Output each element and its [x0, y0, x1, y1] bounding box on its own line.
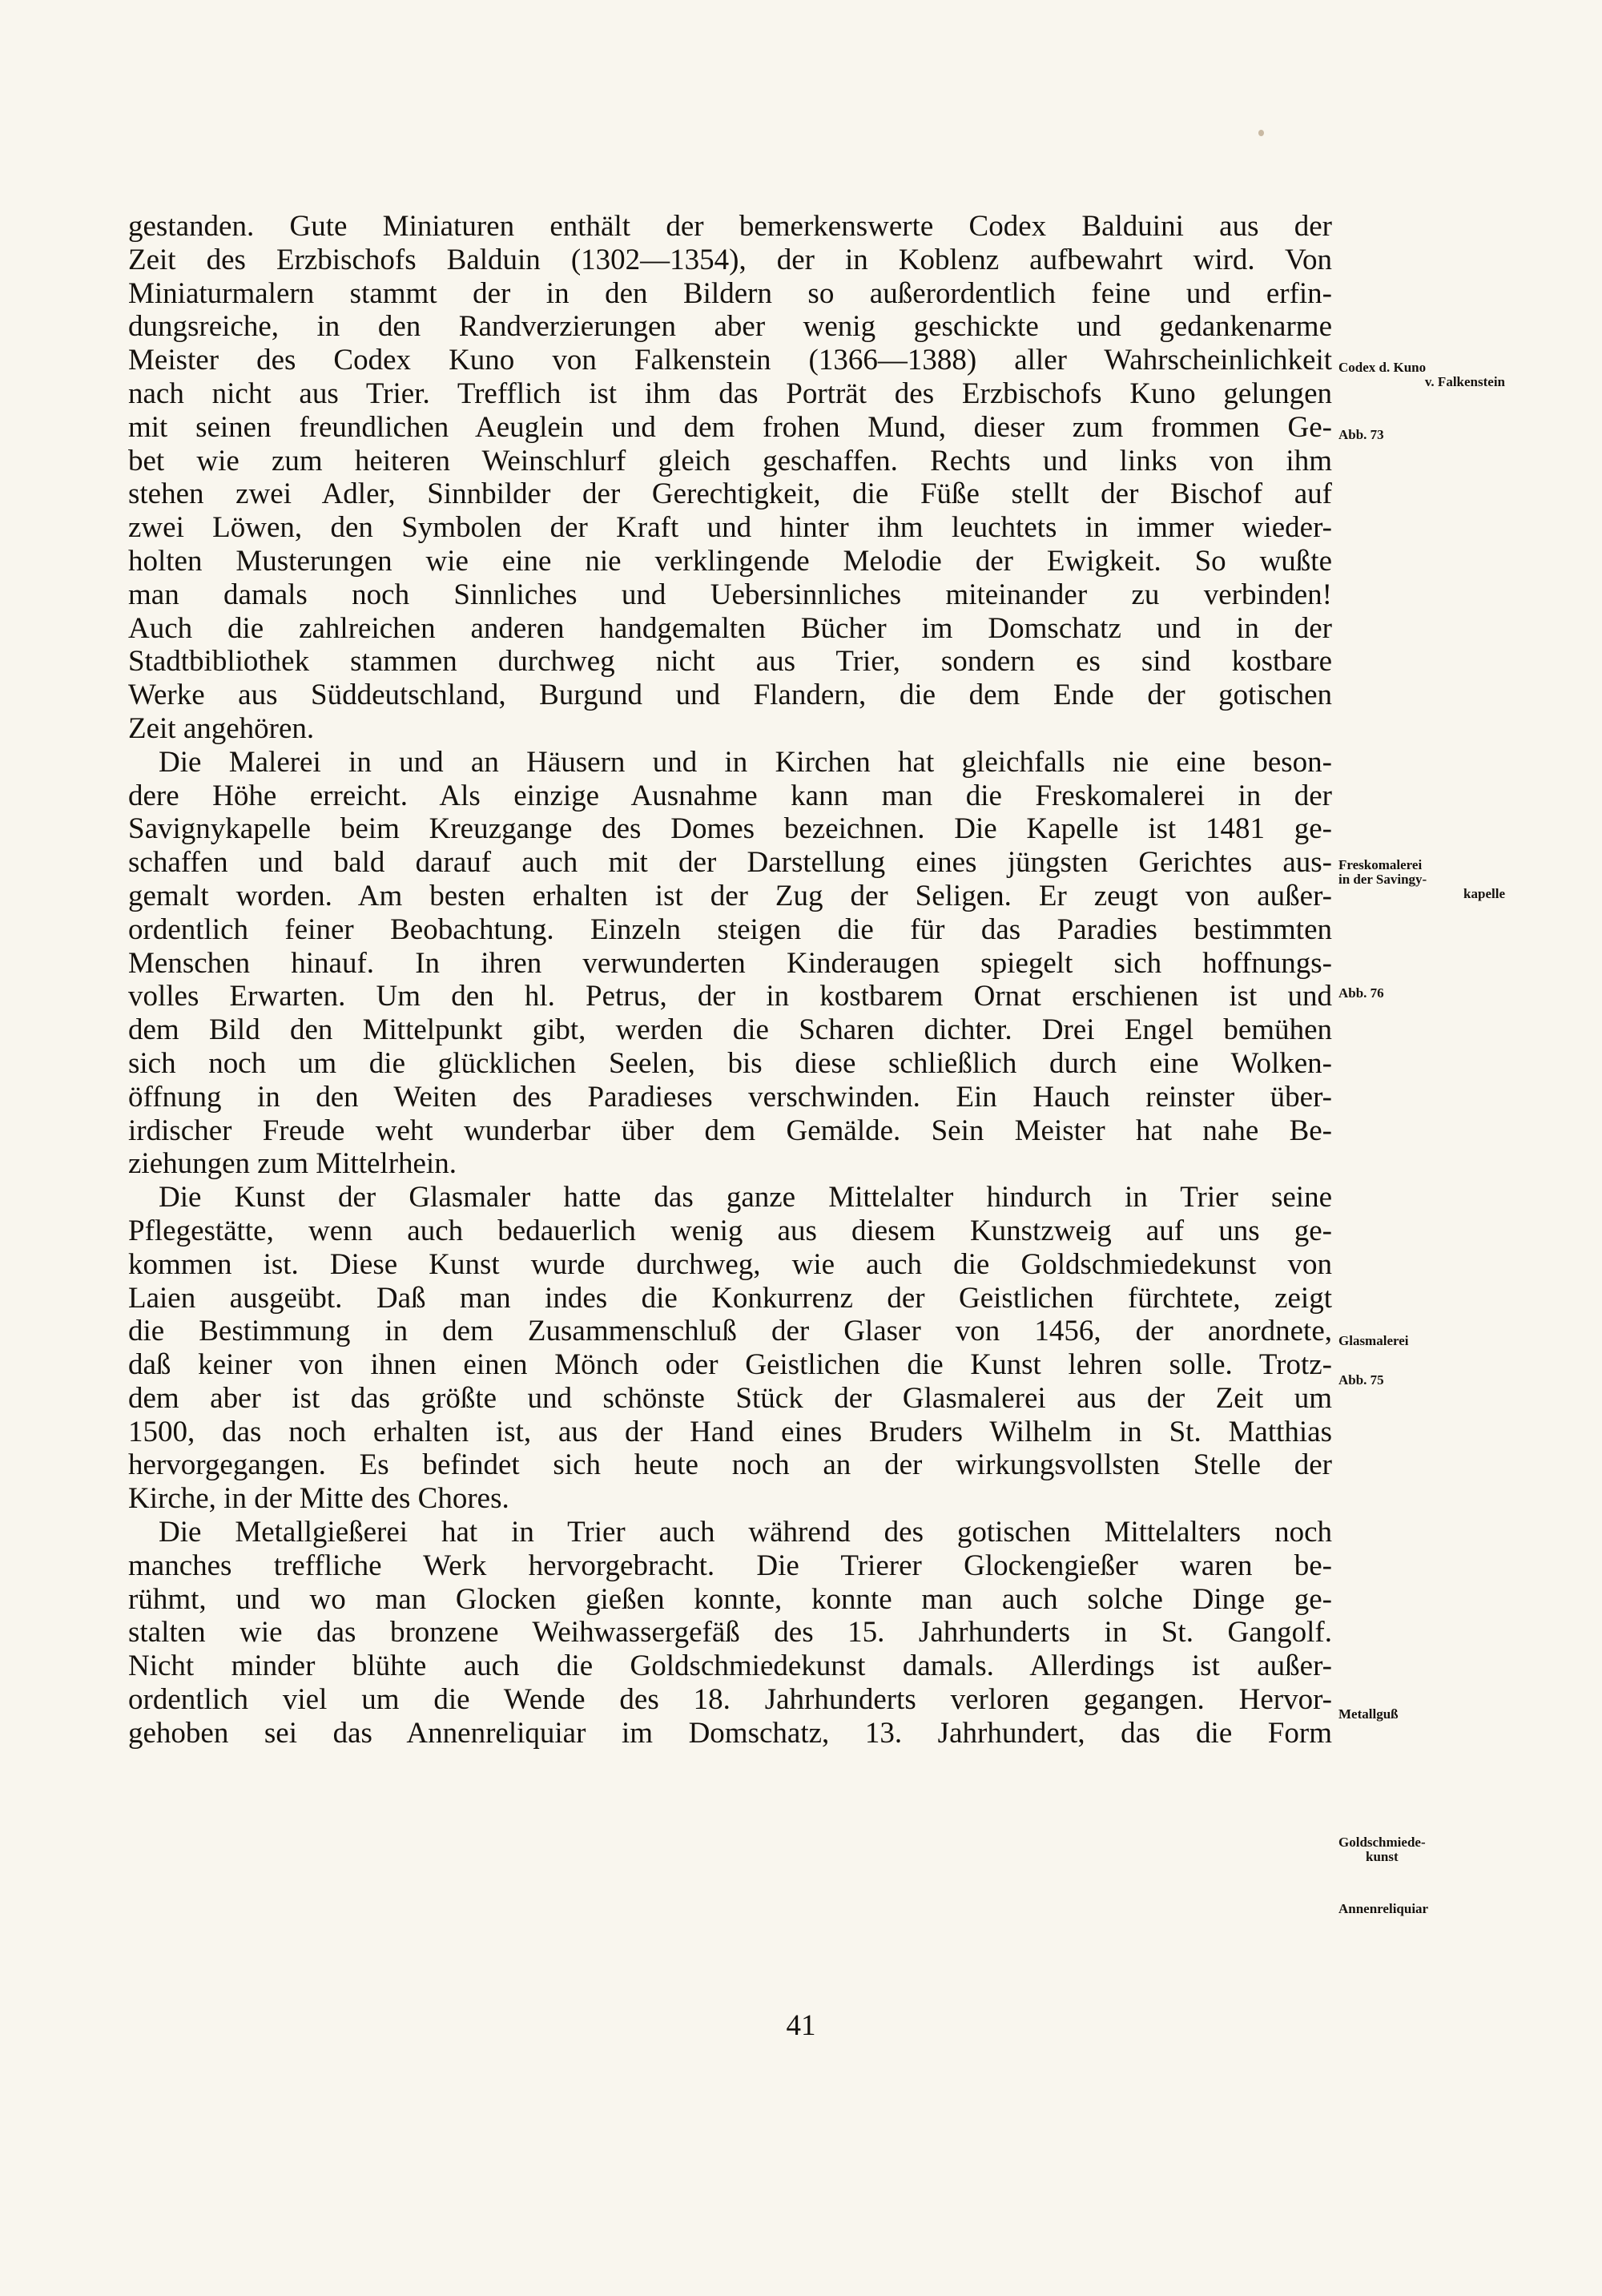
margin-note-line: Goldschmiede- [1338, 1835, 1426, 1850]
margin-note-goldschmiedekunst [1338, 1835, 1426, 1864]
text-line: gestanden. Gute Miniaturen enthält der bemerkenswerte Codex Balduini aus der [128, 210, 1332, 243]
text-line: Die Metallgießerei hat in Trier auch während des gotischen Mittelalters noch [159, 1516, 1332, 1549]
text-line: bet wie zum heiteren Weinschlurf gleich geschaffen. Rechts und links von ihm [128, 444, 1332, 477]
text-line: mit seinen freundlichen Aeuglein und dem frohen Mund, dieser zum frommen Ge- [128, 410, 1332, 444]
margin-note-line: kapelle [1463, 886, 1505, 901]
text-line: Kirche, in der Mitte des Chores. [128, 1482, 509, 1516]
margin-note-line: kunst [1366, 1849, 1399, 1864]
margin-note-freskomalerei [1338, 858, 1505, 901]
margin-note-abb-75 [1338, 1373, 1384, 1388]
text-line: stehen zwei Adler, Sinnbilder der Gerechtigkeit, die Füße stellt der Bischof auf [128, 477, 1332, 511]
text-line: holten Musterungen wie eine nie verklingende Melodie der Ewigkeit. So wußte [128, 544, 1332, 578]
text-line: stalten wie das bronzene Weihwassergefäß des 15. Jahrhunderts in St. Gangolf. [128, 1616, 1332, 1649]
text-line: man damals noch Sinnliches und Uebersinnliches miteinander zu verbinden! [128, 578, 1332, 611]
text-line: dem aber ist das größte und schönste Stück der Glasmalerei aus der Zeit um [128, 1381, 1332, 1415]
text-line: Stadtbibliothek stammen durchweg nicht aus Trier, sondern es sind kostbare [128, 645, 1332, 679]
text-line: ordentlich viel um die Wende des 18. Jahrhunderts verloren gegangen. Hervor- [128, 1683, 1332, 1717]
margin-note-line: Codex d. Kuno [1338, 360, 1427, 375]
margin-note-annenreliquiar [1338, 1902, 1428, 1916]
text-line: hervorgegangen. Es befindet sich heute noch an der wirkungsvollsten Stelle der [128, 1448, 1332, 1482]
text-line: dere Höhe erreicht. Als einzige Ausnahme kann man die Freskomalerei in der [128, 779, 1332, 812]
margin-note-abb-73 [1338, 428, 1384, 442]
text-line: zwei Löwen, den Symbolen der Kraft und hinter ihm leuchtets in immer wieder- [128, 511, 1332, 545]
margin-note-line: Abb. 73 [1338, 427, 1384, 442]
paper-speck [1258, 130, 1264, 136]
text-line: Laien ausgeübt. Daß man indes die Konkurrenz der Geistlichen fürchtete, zeigt [128, 1281, 1332, 1315]
text-line: die Bestimmung in dem Zusammenschluß der Glaser von 1456, der anordnete, [128, 1315, 1332, 1348]
text-line: gemalt worden. Am besten erhalten ist der Zug der Seligen. Er zeugt von außer- [128, 879, 1332, 912]
body-text [128, 210, 1332, 1750]
text-line: volles Erwarten. Um den hl. Petrus, der in kostbarem Ornat erschienen ist und [128, 980, 1332, 1013]
text-line: ziehungen zum Mittelrhein. [128, 1147, 457, 1181]
text-line: dem Bild den Mittelpunkt gibt, werden die Scharen dichter. Drei Engel bemühen [128, 1013, 1332, 1047]
margin-note-codex-kuno [1338, 361, 1505, 389]
margin-note-line: Freskomalerei [1338, 857, 1423, 872]
text-line: Miniaturmalern stammt der in den Bildern so außerordentlich feine und erfin- [128, 276, 1332, 310]
text-line: 1500, das noch erhalten ist, aus der Hand eines Bruders Wilhelm in St. Matthias [128, 1415, 1332, 1448]
text-line: Pflegestätte, wenn auch bedauerlich wenig aus diesem Kunstzweig auf uns ge- [128, 1214, 1332, 1247]
text-line: Savignykapelle beim Kreuzgange des Domes bezeichnen. Die Kapelle ist 1481 ge- [128, 812, 1332, 846]
margin-note-abb-76 [1338, 986, 1384, 1001]
margin-note-line: Glasmalerei [1338, 1333, 1409, 1348]
margin-note-line: v. Falkenstein [1424, 374, 1505, 389]
text-line: gehoben sei das Annenreliquiar im Domschatz, 13. Jahrhundert, das die Form [128, 1716, 1332, 1750]
margin-note-metallguss [1338, 1707, 1399, 1722]
margin-note-line: Abb. 76 [1338, 985, 1384, 1001]
page-number: 41 [786, 2009, 816, 2042]
text-line: Die Malerei in und an Häusern und in Kirchen hat gleichfalls nie eine beson- [159, 745, 1332, 779]
text-line: Die Kunst der Glasmaler hatte das ganze Mittelalter hindurch in Trier seine [159, 1181, 1332, 1214]
margin-note-line: Abb. 75 [1338, 1372, 1384, 1388]
margin-note-line: in der Savingy- [1338, 872, 1427, 887]
text-line: Auch die zahlreichen anderen handgemalten Bücher im Domschatz und in der [128, 611, 1332, 645]
text-line: Meister des Codex Kuno von Falkenstein (1366—1388) aller Wahrscheinlichkeit [128, 344, 1332, 377]
margin-note-line: Metallguß [1338, 1706, 1399, 1722]
text-line: manches treffliche Werk hervorgebracht. Die Trierer Glockengießer waren be- [128, 1549, 1332, 1582]
text-line: Zeit des Erzbischofs Balduin (1302—1354), der in Koblenz aufbewahrt wird. Von [128, 243, 1332, 276]
text-line: rühmt, und wo man Glocken gießen konnte, konnte man auch solche Dinge ge- [128, 1582, 1332, 1616]
text-line: kommen ist. Diese Kunst wurde durchweg, wie auch die Goldschmiedekunst von [128, 1247, 1332, 1281]
margin-note-line: Annenreliquiar [1338, 1901, 1429, 1916]
text-line: Werke aus Süddeutschland, Burgund und Flandern, die dem Ende der gotischen [128, 679, 1332, 712]
text-line: öffnung in den Weiten des Paradieses verschwinden. Ein Hauch reinster über- [128, 1080, 1332, 1114]
margin-note-glasmalerei [1338, 1334, 1409, 1348]
text-line: nach nicht aus Trier. Trefflich ist ihm das Porträt des Erzbischofs Kuno gelungen [128, 377, 1332, 410]
text-line: Nicht minder blühte auch die Goldschmiedekunst damals. Allerdings ist außer- [128, 1649, 1332, 1683]
text-line: irdischer Freude weht wunderbar über dem Gemälde. Sein Meister hat nahe Be- [128, 1114, 1332, 1147]
text-line: ordentlich feiner Beobachtung. Einzeln steigen die für das Paradies bestimmten [128, 912, 1332, 946]
text-line: schaffen und bald darauf auch mit der Darstellung eines jüngsten Gerichtes aus- [128, 846, 1332, 880]
text-line: Zeit angehören. [128, 711, 315, 745]
text-line: dungsreiche, in den Randverzierungen aber wenig geschickte und gedankenarme [128, 310, 1332, 344]
text-line: daß keiner von ihnen einen Mönch oder Geistlichen die Kunst lehren solle. Trotz- [128, 1348, 1332, 1382]
text-line: sich noch um die glücklichen Seelen, bis diese schließlich durch eine Wolken- [128, 1046, 1332, 1080]
text-line: Menschen hinauf. In ihren verwunderten Kinderaugen spiegelt sich hoffnungs- [128, 946, 1332, 980]
